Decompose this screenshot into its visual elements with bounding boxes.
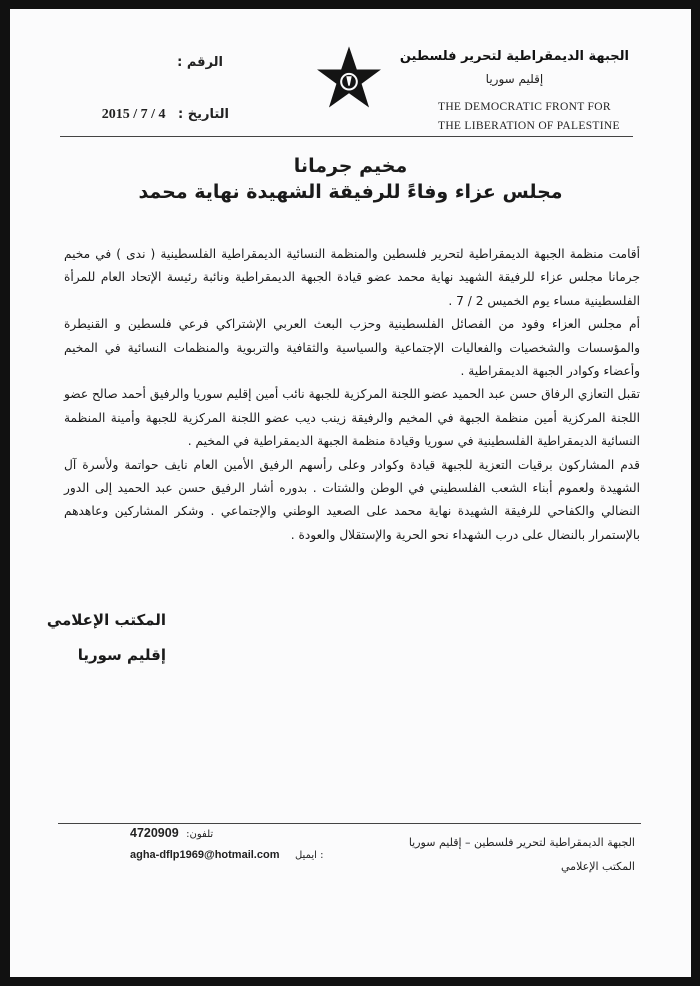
email-label: ايميل : — [294, 850, 324, 861]
date-label: التاريخ : — [178, 107, 229, 122]
reference-number-label: الرقم : — [177, 55, 223, 70]
email-row — [130, 848, 323, 861]
signature-block — [47, 603, 166, 673]
body-paragraph: تقبل التعازي الرفاق حسن عبد الحميد عضو اللجنة المركزية للجبهة نائب أمين إقليم سوريا والرفيق أحمد صالح عضو اللجنة المركزية أمين منظمة الجبهة في المخيم والرفيقة زينب ديب عضو اللجنة المركزية للجبهة وأمينة المنظمة النسائية الديمقراطية الفلسطينية في سوريا وقيادة منظمة الجبهة الديمقراطية في المخيم . — [64, 387, 640, 449]
phone-label: تلفون: — [186, 829, 214, 840]
org-header-arabic — [400, 49, 629, 86]
org-name-english-line2: THE LIBERATION OF PALESTINE — [438, 120, 620, 132]
body-paragraph: أقامت منظمة الجبهة الديمقراطية لتحرير فلسطين والمنظمة النسائية الديمقراطية الفلسطينية ( ندى ) في مخيم جرمانا مجلس عزاء للرفيقة الشهيد نهاية محمد عضو قيادة الجبهة الديمقراطية ونائبة رئيسة الإتحاد العام للمرأة الفلسطينية مساء يوم الخميس 2 / 7 . — [64, 247, 640, 308]
footer-contact-block — [130, 826, 323, 861]
signature-office: المكتب الإعلامي — [46, 611, 166, 629]
date-line — [102, 107, 229, 123]
star-emblem-icon — [315, 45, 383, 113]
org-name-english-line1: THE DEMOCRATIC FRONT FOR — [438, 101, 611, 113]
email-address[interactable]: agha-dflp1969@hotmail.com — [130, 849, 280, 861]
body-paragraph: قدم المشاركون برقيات التعزية للجبهة قيادة وكوادر وعلى رأسهم الرفيق الأمين العام نايف حواتمة ولأسرة آل الشهيدة ولعموم أبناء الشعب الفلسطيني في الوطن والشتات . بدوره أشار الرفيق حسن عبد الحميد إلى الدور النضالي والكفاحي للرفيقة الشهيدة نهاية محمد على الصعيد الوطني والإجتماعي . وشكر المشاركين وعاهدهم بالإستمرار بالنضال على درب الشهداء نحو الحرية والإستقلال والعودة . — [64, 457, 640, 542]
letter-body — [64, 243, 640, 547]
org-name-arabic: الجبهة الديمقراطية لتحرير فلسطين — [399, 49, 629, 64]
date-value: 2015 / 7 / 4 — [101, 107, 166, 122]
page-title-location: مخيم جرمانا — [293, 155, 408, 177]
region-name-arabic: إقليم سوريا — [485, 72, 544, 86]
page-title: مجلس عزاء وفاءً للرفيقة الشهيدة نهاية محمد — [138, 181, 563, 203]
phone-row — [130, 826, 323, 840]
body-paragraph: أم مجلس العزاء وفود من الفصائل الفلسطينية وحزب البعث العربي الإشتراكي فرعي فلسطين و القنيطرة والمؤسسات والشخصيات والفعاليات الإجتماعية والسياسية والثقافية والتربوية والمنظمات النسائية في المخيم وأعضاء وكوادر الجبهة الديمقراطية . — [64, 317, 640, 379]
footer-org-name: الجبهة الديمقراطية لتحرير فلسطين – إقليم سوريا — [408, 836, 635, 849]
phone-number: 4720909 — [130, 826, 179, 840]
header-divider — [60, 136, 633, 137]
letter-page — [10, 9, 691, 977]
signature-region: إقليم سوريا — [77, 646, 166, 664]
footer-org-block — [409, 831, 635, 879]
footer-office-name: المكتب الإعلامي — [561, 860, 635, 873]
org-name-english — [438, 98, 620, 136]
footer-divider — [58, 823, 641, 824]
